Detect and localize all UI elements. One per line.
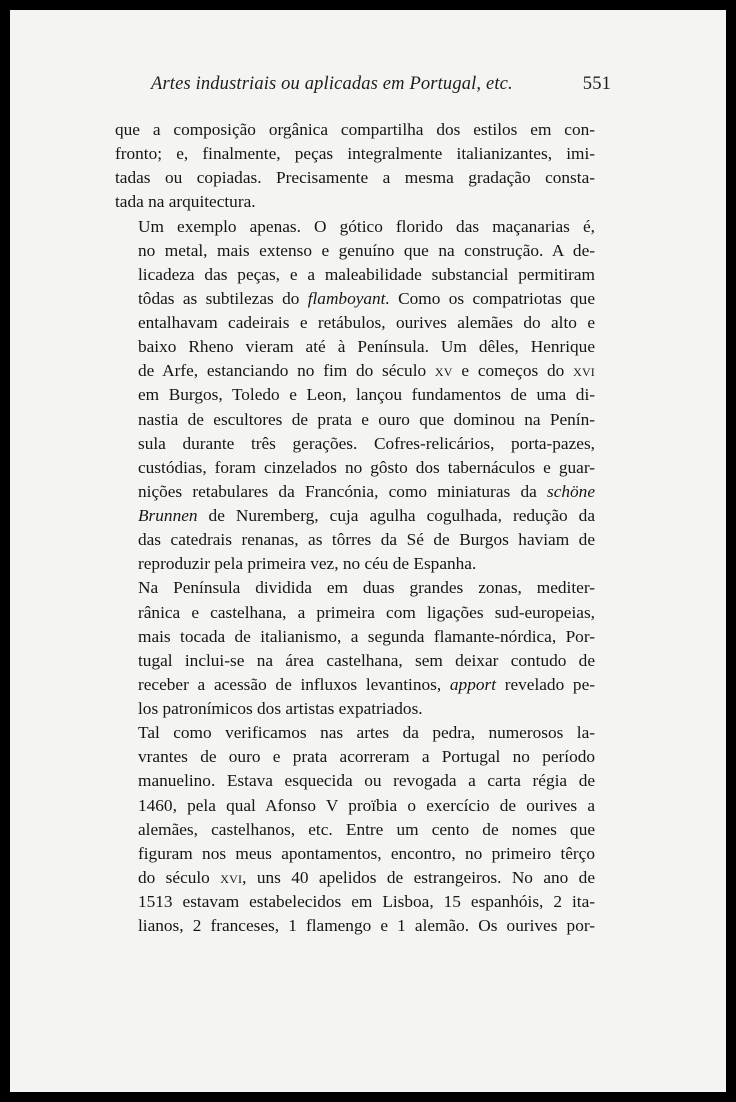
running-head (123, 74, 611, 102)
text-line (115, 504, 595, 528)
text-line: que a composição orgânica compartilha dos estilos em con- (115, 120, 595, 139)
italic-term: schöne (547, 481, 595, 501)
text-line: alemães, castelhanos, etc. Entre um cento de nomes que (138, 819, 595, 839)
text-run: Como os compatriotas que (389, 288, 595, 308)
century-numeral: xvi (573, 361, 596, 381)
text-line: Um exemplo apenas. O gótico florido das maçanarias é, (138, 216, 595, 236)
text-run: receber a acessão de influxos levantinos, (138, 674, 450, 694)
text-line (115, 287, 595, 311)
text-run: do século (138, 867, 221, 887)
century-numeral: xvi (220, 867, 243, 887)
text-line: fronto; e, finalmente, peças integralmente italianizantes, imi- (115, 144, 595, 164)
text-line (115, 673, 595, 697)
text-line: Tal como verificamos nas artes da pedra, numerosos la- (138, 723, 595, 743)
text-line (115, 866, 595, 890)
text-line: mais tocada de italianismo, a segunda flamante-nórdica, Por- (138, 626, 595, 646)
text-line (115, 480, 595, 504)
text-line: figuram nos meus apontamentos, encontro, no primeiro têrço (138, 843, 595, 863)
paragraph-4 (115, 721, 595, 938)
text-line: baixo Rheno vieram até à Península. Um dêles, Henrique (138, 337, 595, 357)
text-line: Na Península dividida em duas grandes zonas, mediter- (138, 578, 595, 598)
text-run: revelado pe- (496, 674, 595, 694)
page-number: 551 (582, 74, 611, 94)
running-title: Artes industriais ou aplicadas em Portugal, etc. (151, 74, 513, 94)
text-line: tugal inclui-se na área castelhana, sem deixar contudo de (138, 650, 595, 670)
text-line: das catedrais renanas, as tôrres da Sé de Burgos haviam de (138, 530, 595, 550)
text-line: reproduzir pela primeira vez, no céu de Espanha. (138, 554, 477, 574)
body-text (115, 118, 595, 938)
text-line: em Burgos, Toledo e Leon, lançou fundamentos de uma di- (138, 385, 595, 405)
paragraph-3 (115, 576, 595, 721)
italic-term: Brunnen (138, 506, 198, 525)
book-page (10, 10, 726, 1092)
text-run: de Nuremberg, cuja agulha cogulhada, redução da (197, 506, 595, 525)
text-line: nastia de escultores de prata e ouro que dominou na Penín- (138, 409, 595, 429)
text-run: de Arfe, estanciando no fim do século (138, 361, 435, 381)
text-line: entalhavam cadeirais e retábulos, ourives alemães do alto e (138, 313, 595, 332)
text-line: tada na arquitectura. (115, 192, 256, 212)
italic-term: apport (449, 674, 496, 694)
text-line: no metal, mais extenso e genuíno que na construção. A de- (138, 240, 595, 260)
text-line: lianos, 2 franceses, 1 flamengo e 1 alemão. Os ourives por- (138, 916, 595, 936)
text-line: tadas ou copiadas. Precisamente a mesma gradação consta- (115, 168, 595, 188)
text-line: vrantes de ouro e prata acorreram a Portugal no período (138, 747, 595, 767)
text-line: 1513 estavam estabelecidos em Lisboa, 15 espanhóis, 2 ita- (138, 892, 595, 911)
text-run: e começos do (452, 361, 574, 381)
text-run: , uns 40 apelidos de estrangeiros. No ano de (242, 867, 595, 887)
text-line: rânica e castelhana, a primeira com ligações sud-europeias, (138, 602, 595, 622)
text-line (115, 359, 595, 383)
text-run: nições retabulares da Francónia, como miniaturas da (138, 481, 547, 501)
text-line: licadeza das peças, e a maleabilidade substancial permitiram (138, 264, 595, 284)
text-line: sula durante três gerações. Cofres-relicários, porta-pazes, (138, 433, 595, 453)
text-run: tôdas as subtilezas do (138, 288, 308, 308)
text-line: custódias, foram cinzelados no gôsto dos tabernáculos e guar- (138, 457, 595, 477)
text-line: 1460, pela qual Afonso V proïbia o exercício de ourives a (138, 795, 595, 815)
paragraph-2 (115, 215, 595, 577)
text-line: los patronímicos dos artistas expatriados. (138, 699, 423, 718)
century-numeral: xv (434, 361, 453, 381)
text-line: manuelino. Estava esquecida ou revogada a carta régia de (138, 771, 595, 791)
italic-term: flamboyant. (307, 288, 390, 308)
paragraph-1 (115, 118, 595, 215)
